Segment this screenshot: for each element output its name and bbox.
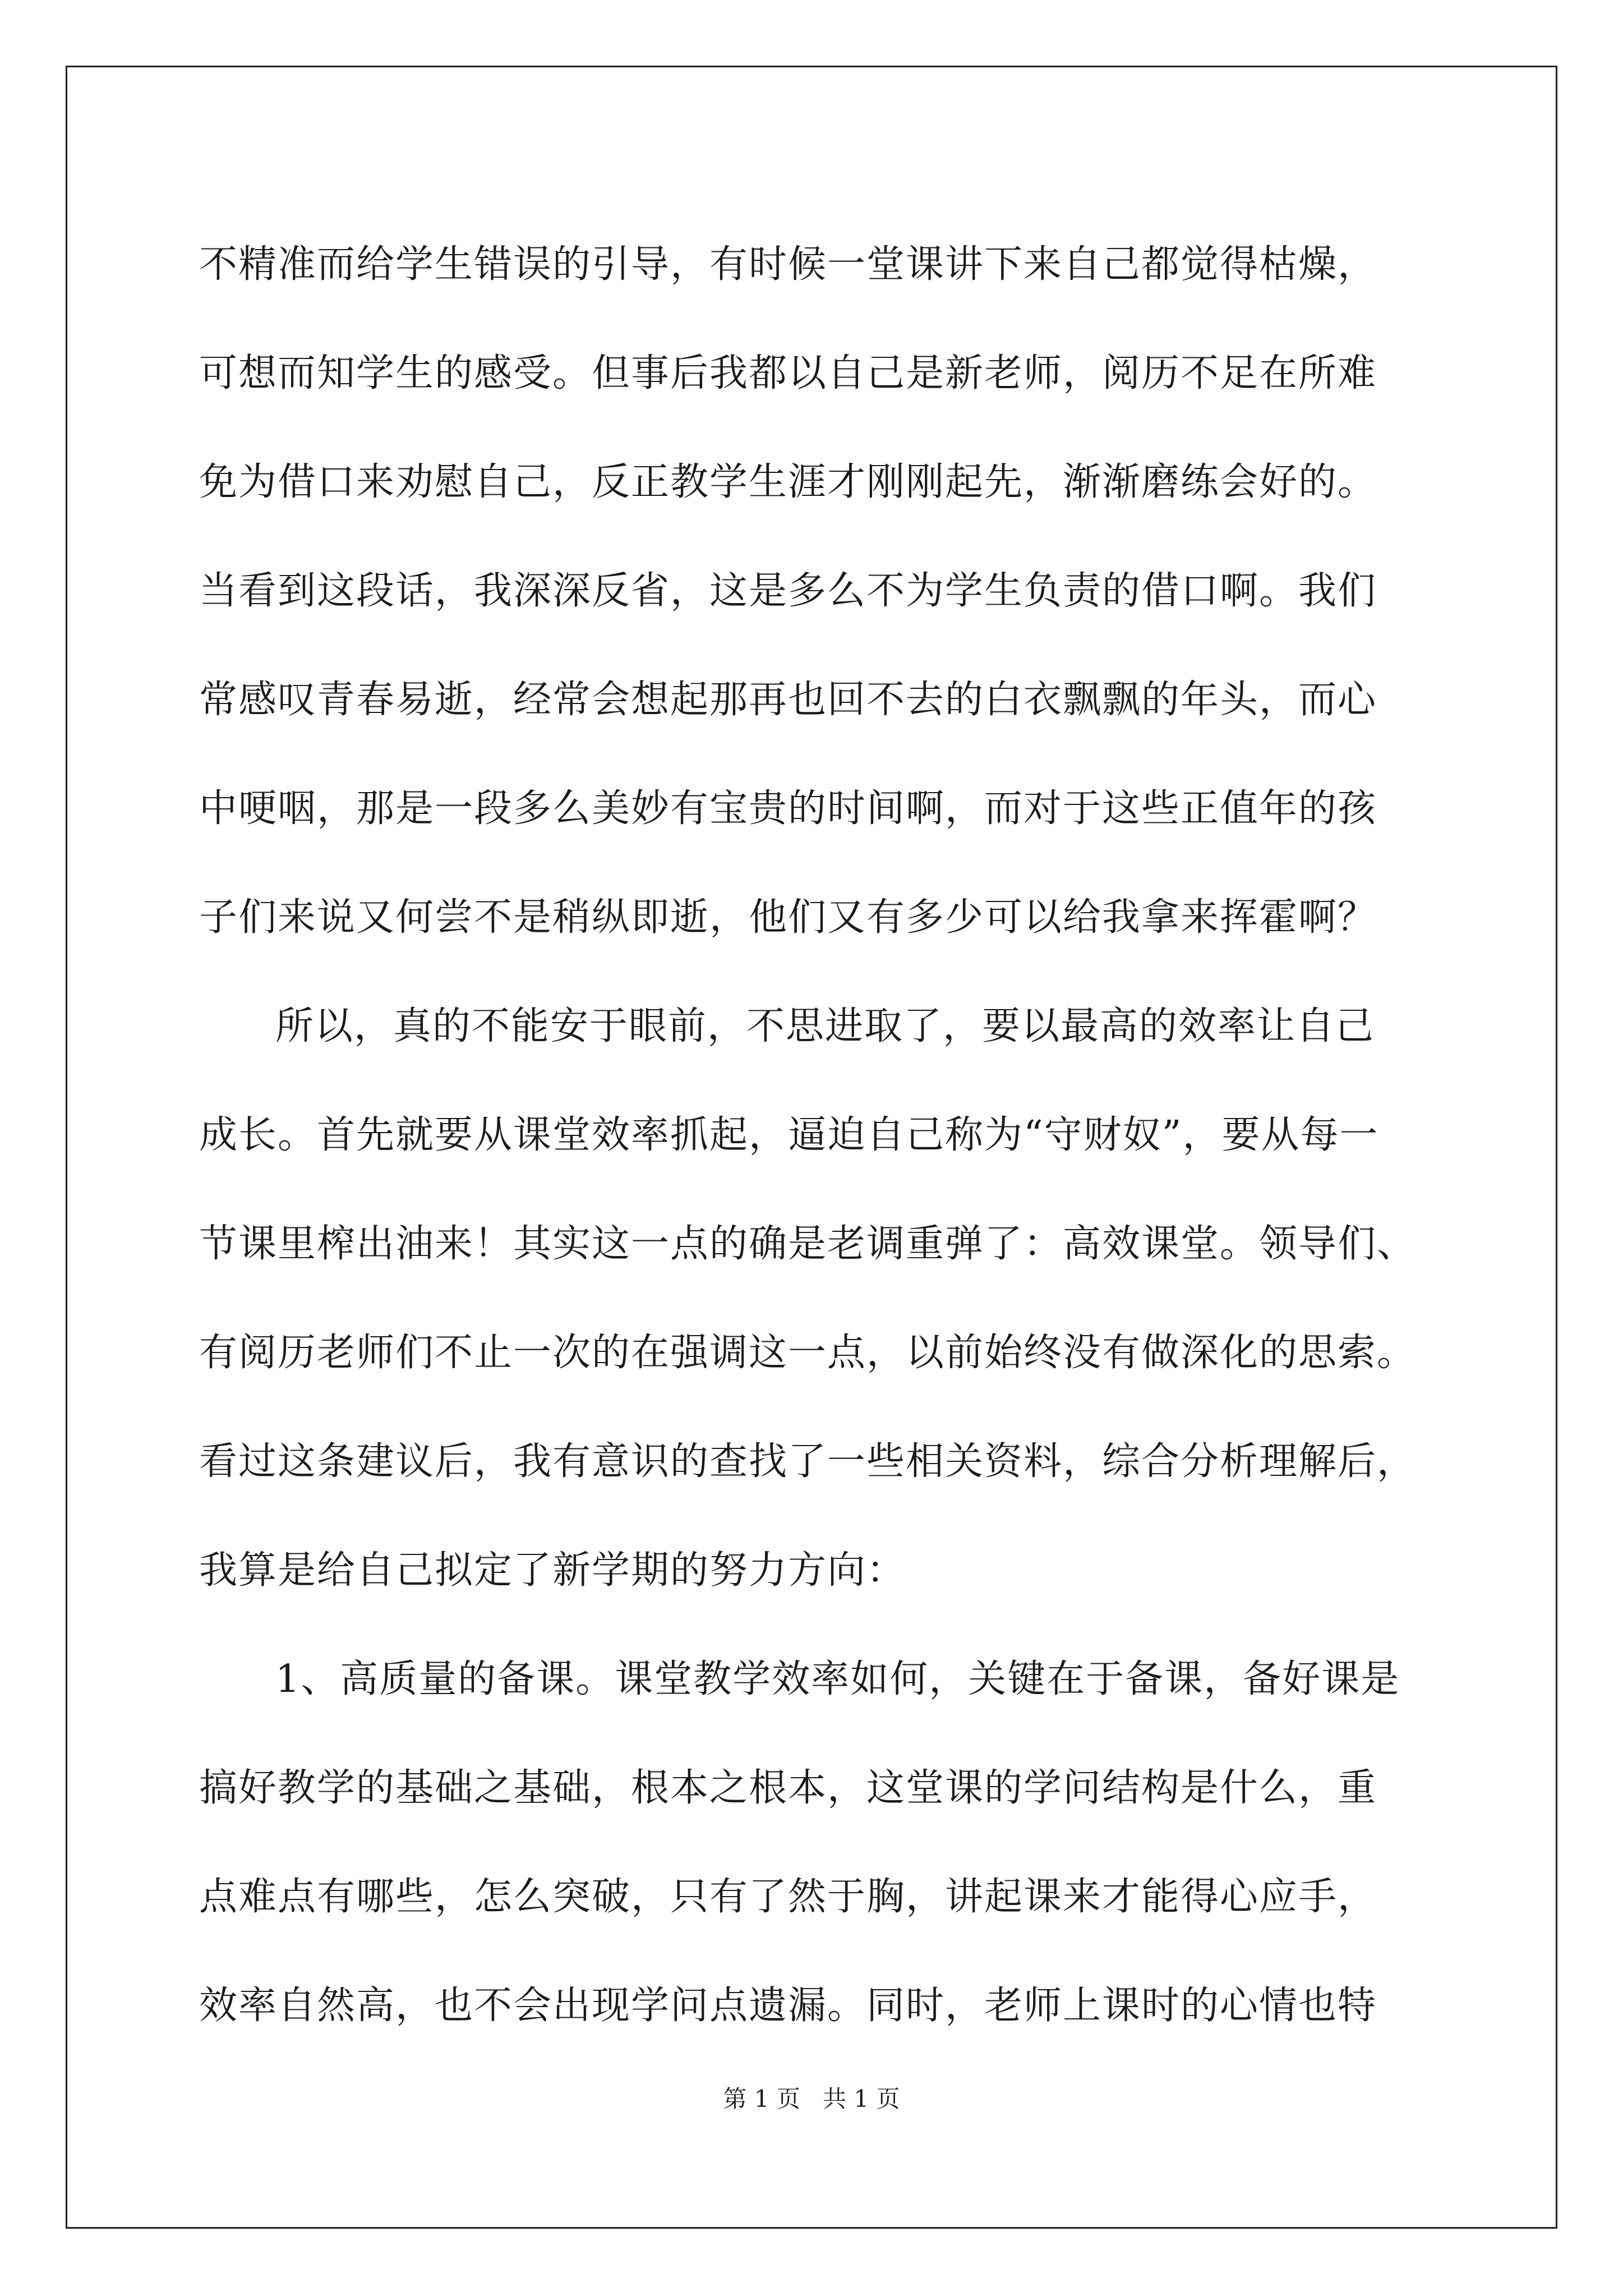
text-line: 搞好教学的基础之基础，根本之根本，这堂课的学问结构是什么，重 [199, 1766, 1377, 1810]
text-line: 可想而知学生的感受。但事后我都以自己是新老师，阅历不足在所难 [199, 351, 1377, 395]
page-number-footer: 第 1 页 共 1 页 [723, 2085, 900, 2113]
text-line: 中哽咽，那是一段多么美妙有宝贵的时间啊，而对于这些正值年的孩 [199, 786, 1377, 831]
text-line: 成长。首先就要从课堂效率抓起，逼迫自己称为“守财奴”，要从每一 [199, 1113, 1379, 1157]
text-line: 我算是给自己拟定了新学期的努力方向： [199, 1548, 906, 1593]
text-line: 效率自然高，也不会出现学问点遗漏。同时，老师上课时的心情也特 [199, 1984, 1377, 2028]
document-body [199, 210, 1433, 2060]
text-line: 免为借口来劝慰自己，反正教学生涯才刚刚起先，渐渐磨练会好的。 [199, 460, 1377, 504]
paragraph-start-line: 1、高质量的备课。课堂教学效率如何，关键在于备课，备好课是 [275, 1657, 1400, 1701]
text-line: 不精准而给学生错误的引导，有时候一堂课讲下来自己都觉得枯燥， [199, 242, 1377, 287]
text-line: 点难点有哪些，怎么突破，只有了然于胸，讲起课来才能得心应手， [199, 1875, 1377, 1919]
text-line: 子们来说又何尝不是稍纵即逝，他们又有多少可以给我拿来挥霍啊？ [199, 895, 1377, 940]
paragraph-start-line: 所以，真的不能安于眼前，不思进取了，要以最高的效率让自己 [275, 1004, 1375, 1048]
text-line: 有阅历老师们不止一次的在强调这一点，以前始终没有做深化的思索。 [199, 1331, 1417, 1375]
text-line: 常感叹青春易逝，经常会想起那再也回不去的白衣飘飘的年头，而心 [199, 678, 1377, 722]
text-line: 节课里榨出油来！其实这一点的确是老调重弹了：高效课堂。领导们、 [199, 1222, 1417, 1266]
text-line: 当看到这段话，我深深反省，这是多么不为学生负责的借口啊。我们 [199, 569, 1377, 613]
text-line: 看过这条建议后，我有意识的查找了一些相关资料，综合分析理解后， [199, 1439, 1417, 1484]
